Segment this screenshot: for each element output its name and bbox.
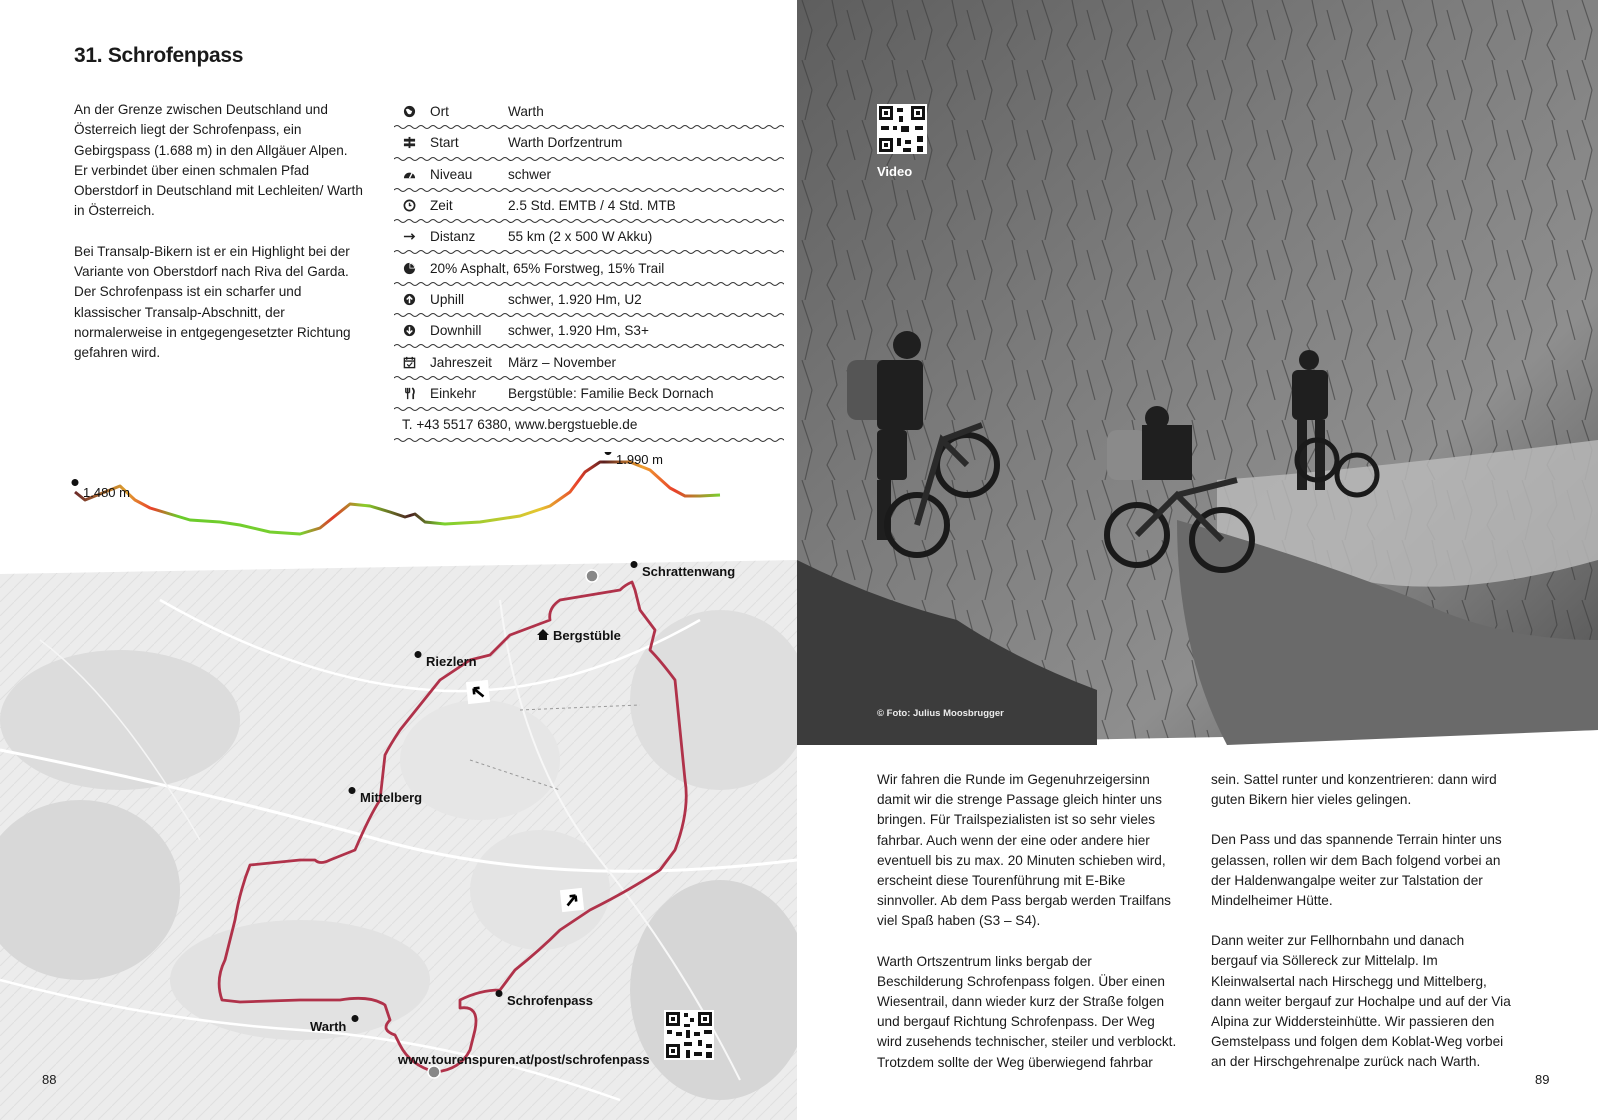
body-paragraph: Dann weiter zur Fellhornbahn und danach bergauf via Söllereck zur Mittelalp. Im Kleinwalsertal nach Hirschegg und Mittelberg, dann weiter bergauf zur Hochalpe und auf der Via Alpina zur Widdersteinhütte. Wir passieren den Gemstelpass und folgen dem Koblat-Weg vorbei an der Hirschgehrenalpe zurück nach Warth. (1211, 933, 1511, 1070)
fact-value: Warth Dorfzentrum (508, 135, 623, 151)
page-title: 31. Schrofenpass (74, 44, 244, 67)
fact-label: Einkehr (430, 385, 477, 401)
fact-value: 55 km (2 x 500 W Akku) (508, 229, 653, 245)
fact-value: schwer, 1.920 Hm, S3+ (508, 323, 649, 339)
intro-text (74, 100, 364, 384)
fact-label: Uphill (430, 291, 464, 307)
fact-value: schwer (508, 166, 552, 182)
video-label: Video (877, 164, 913, 179)
intro-paragraph: Bei Transalp-Bikern ist er ein Highlight bei der Variante von Oberstdorf nach Riva del Garda. Der Schrofenpass ist ein scharfer und klassischer Transalp-Abschnitt, der normalerweise in entgegengesetzter Richtung gefahren wird. (74, 243, 351, 361)
map-label: Riezlern (426, 654, 477, 669)
start-pin-icon (72, 479, 79, 494)
pie-chart-icon (402, 261, 416, 275)
body-column-1 (877, 770, 1177, 1093)
video-qr-code-icon[interactable] (877, 104, 927, 154)
wavy-divider (394, 436, 784, 444)
fact-label: Downhill (430, 323, 482, 339)
clock-icon (402, 199, 416, 213)
page-number: 88 (42, 1072, 57, 1087)
arrow-right-icon (402, 230, 416, 244)
body-paragraph: Wir fahren die Runde im Gegenuhrzeigersinn damit wir die strenge Passage gleich hinter uns bringen. Für Trailspezialisten ist so sehr vieles fahrbar. Auch wenn der eine oder andere hier eventuell bis zu max. 20 Minuten schieben wird, erscheint diese Tourenführung mit E-Bike sinnvoller. Ab dem Pass bergab werden Trailfans viel Spaß haben (S3 – S4). (877, 772, 1171, 929)
fact-row-jahreszeit (394, 346, 784, 377)
arrow-down-circle-icon (402, 324, 416, 338)
globe-icon (402, 105, 416, 119)
fact-row-einkehr (394, 378, 784, 409)
left-page (0, 0, 797, 1120)
photo-bikers-on-trail (797, 0, 1598, 745)
fact-row-uphill (394, 284, 784, 315)
right-page (797, 0, 1598, 1120)
page-number: 89 (1535, 1072, 1550, 1087)
map-label: Warth (310, 1019, 347, 1034)
fact-value: 20% Asphalt, 65% Forstweg, 15% Trail (430, 260, 665, 276)
fact-row-contact (394, 409, 784, 440)
fact-row-ort (394, 96, 784, 127)
map-label: Schrattenwang (642, 564, 736, 579)
fact-row-downhill (394, 315, 784, 346)
fact-value: schwer, 1.920 Hm, U2 (508, 291, 642, 307)
map-place-mittelberg (349, 787, 423, 805)
contact-info: T. +43 5517 6380, www.bergstueble.de (402, 417, 638, 433)
signpost-icon (402, 136, 416, 150)
map-place-schrofenpass (496, 990, 593, 1008)
photo-credit: © Foto: Julius Moosbrugger (877, 708, 1004, 719)
arrow-up-circle-icon (402, 292, 416, 306)
fact-label: Niveau (430, 166, 473, 182)
map-label: Schrofenpass (507, 993, 593, 1008)
fact-row-zeit (394, 190, 784, 221)
fact-label: Ort (430, 104, 449, 120)
tour-facts (394, 96, 784, 440)
profile-start-label: 1.480 m (83, 485, 130, 500)
body-column-2 (1211, 770, 1511, 1093)
fact-value: März – November (508, 354, 617, 370)
intro-paragraph: An der Grenze zwischen Deutschland und Österreich liegt der Schrofenpass, ein Gebirgspass (1.688 m) in den Allgäuer Alpen. Er verbindet über einen schmalen Pfad Oberstdorf in Deutschland mit Lechleiten/ Warth in Österreich. (74, 102, 363, 219)
start-marker-icon (428, 1066, 440, 1078)
qr-code-icon[interactable] (664, 1010, 714, 1060)
fact-row-niveau (394, 159, 784, 190)
body-paragraph: sein. Sattel runter und konzentrieren: dann wird guten Bikern hier vieles gelingen. (1211, 772, 1497, 808)
fact-value: 2.5 Std. EMTB / 4 Std. MTB (508, 198, 676, 214)
body-paragraph: Warth Ortszentrum links bergab der Beschilderung Schrofenpass folgen. Über einen Wiesentrail, dann wieder kurz der Straße folgen und bergauf Richtung Schrofenpass. Der Weg wird zusehends technischer, steiler und verblockt. Trotzdem sollte der Weg überwiegend fahrbar (877, 953, 1177, 1070)
fact-row-start (394, 127, 784, 158)
direction-arrow-icon (466, 680, 490, 704)
calendar-icon (402, 355, 416, 369)
waypoint-marker-icon (586, 570, 598, 582)
profile-peak-label: 1.990 m (616, 452, 663, 467)
cutlery-icon (402, 386, 416, 400)
fact-row-surface (394, 252, 784, 283)
map-place-schrattenwang (631, 561, 736, 579)
fact-label: Zeit (430, 198, 453, 214)
fact-label: Jahreszeit (430, 354, 492, 370)
map-url[interactable]: www.tourenspuren.at/post/schrofenpass (398, 1052, 650, 1067)
fact-value: Bergstüble: Familie Beck Dornach (508, 385, 714, 401)
fact-row-distanz (394, 221, 784, 252)
map-label: Mittelberg (360, 790, 423, 805)
map-label: Bergstüble (553, 628, 621, 643)
direction-arrow-icon (560, 888, 584, 912)
fact-label: Start (430, 135, 459, 151)
fact-value: Warth (508, 104, 544, 120)
fact-label: Distanz (430, 229, 476, 245)
body-paragraph: Den Pass und das spannende Terrain hinter uns gelassen, rollen wir dem Bach folgend vorbei an der Haldenwangalpe weiter zur Talstation der Mindelheimer Hütte. (1211, 832, 1502, 909)
elevation-profile (60, 452, 730, 552)
route-map (0, 560, 797, 1120)
gauge-icon (402, 167, 416, 181)
